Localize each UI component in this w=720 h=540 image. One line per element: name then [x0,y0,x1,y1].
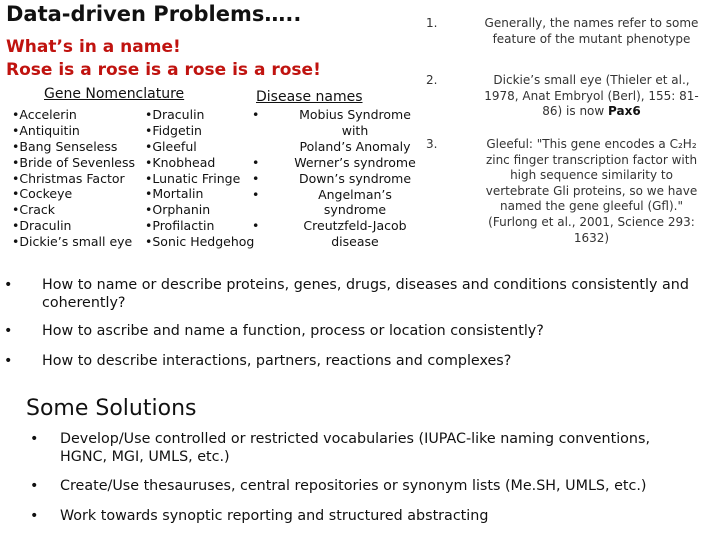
gene-item: •Draculin [12,218,72,234]
slide-title: Data-driven Problems….. [6,2,302,26]
gene-item: •Mortalin [145,186,204,202]
bullet: • [252,170,260,186]
pax6-term: Pax6 [608,104,641,119]
bullet: • [4,323,13,339]
bullet: • [252,186,260,202]
gene-item: •Sonic Hedgehog [145,234,255,250]
disease-line: Mobius Syndrome with [299,107,411,138]
solution-item [30,507,700,525]
gene-item: •Christmas Factor [12,170,125,186]
bullet: • [30,431,39,447]
bullet: • [4,353,13,369]
note-number: 3. [426,137,438,151]
problem-item [4,276,714,312]
problem-text: How to ascribe and name a function, process or location consistently? [42,323,544,339]
problem-item [4,322,714,340]
gene-item: •Dickie’s small eye [12,234,133,250]
disease-item [252,171,424,187]
solution-item [30,477,700,495]
gene-item: •Antiquitin [12,122,80,138]
solution-text: Develop/Use controlled or restricted vocabularies (IUPAC-like naming conventions, HGNC, MGI, UMLS, etc.) [60,431,650,465]
note-number: 2. [426,73,438,87]
disease-line: Down’s syndrome [298,170,412,186]
note-2 [420,73,699,120]
subtitle-name: What’s in a name! [6,37,181,57]
problem-text: How to describe interactions, partners, reactions and complexes? [42,353,512,369]
disease-line: disease [331,234,379,250]
gene-item: •Bride of Sevenless [12,154,136,170]
note-3 [420,137,699,246]
disease-item [252,187,424,219]
disease-line: Poland’s Anomaly [299,138,411,154]
problem-item [4,352,714,370]
gene-item: •Crack [12,202,56,218]
note-number: 1. [426,16,438,30]
gene-list-col2 [145,107,254,250]
bullet: • [4,277,13,293]
gene-item: •Profilactin [145,218,215,234]
disease-list [252,107,424,250]
bullet: • [252,107,260,122]
gene-item: •Fidgetin [145,122,202,138]
gene-item: •Gleeful [145,138,197,154]
solution-text: Create/Use thesauruses, central repositories or synonym lists (Me.SH, UMLS, etc.) [60,478,647,494]
solutions-title: Some Solutions [26,396,197,421]
bullet: • [30,478,39,494]
bullet: • [252,154,260,170]
disease-names-header: Disease names [256,89,363,105]
gene-item: •Bang Senseless [12,138,118,154]
disease-item [252,218,424,250]
gene-item: •Lunatic Fringe [145,170,241,186]
gene-item: •Accelerin [12,107,77,122]
solution-text: Work towards synoptic reporting and structured abstracting [60,508,489,524]
note-text [484,73,699,120]
gene-list-col1 [12,107,135,250]
gene-item: •Orphanin [145,202,211,218]
gene-item: •Cockeye [12,186,73,202]
disease-line: Angelman’s syndrome [318,186,392,218]
disease-item [252,155,424,171]
problem-text: How to name or describe proteins, genes, drugs, diseases and conditions consistently and coherently? [42,277,689,311]
bullet: • [252,218,260,234]
bullet: • [30,508,39,524]
gene-item: •Draculin [145,107,205,122]
gene-item: •Knobhead [145,154,216,170]
note-1 [420,16,699,47]
gene-nomenclature-header: Gene Nomenclature [44,86,185,102]
subtitle-rose: Rose is a rose is a rose is a rose! [6,60,321,80]
disease-line: Werner’s syndrome [294,154,416,170]
solution-item [30,430,700,466]
disease-item [252,107,424,155]
note-text: Generally, the names refer to some feature of the mutant phenotype [484,16,699,46]
disease-line: Creutzfeld-Jacob [303,218,407,234]
note-text-body: Dickie’s small eye (Thieler et al., 1978, Anat Embryol (Berl), 155: 81-86) is now [484,73,699,119]
note-text: Gleeful: "This gene encodes a C₂H₂ zinc finger transcription factor with high sequence similarity to vertebrate Gli proteins, so we have named the gene gleeful (Gfl)." (Furlong et al., 2001, Science 293: 1632) [485,137,698,245]
